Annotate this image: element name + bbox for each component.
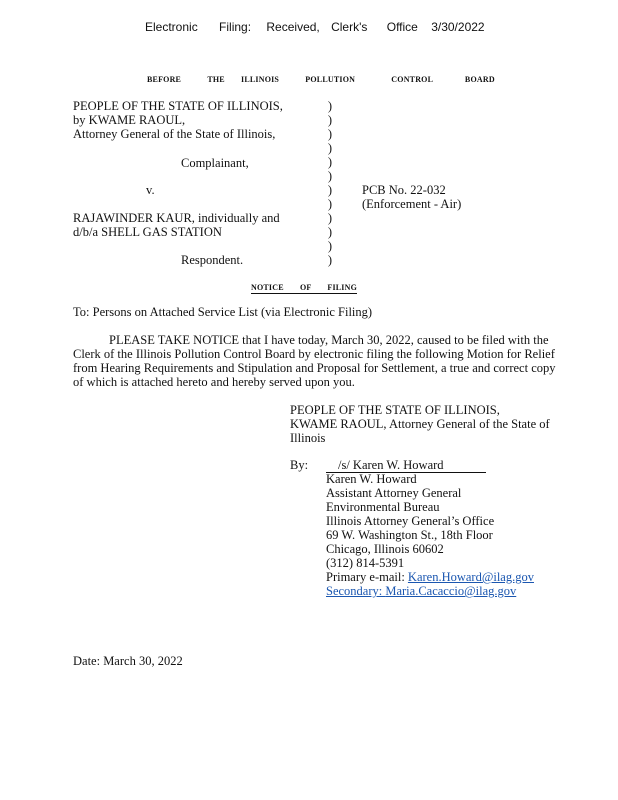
primary-email-line bbox=[326, 570, 534, 584]
to-line: To: Persons on Attached Service List (via Electronic Filing) bbox=[73, 305, 373, 319]
filing-stamp bbox=[145, 20, 485, 34]
notice-title: NOTICE OF FILING bbox=[251, 283, 358, 292]
signature-party-3: Illinois bbox=[290, 431, 326, 445]
caption-paren: ) bbox=[327, 169, 333, 183]
caption-paren: ) bbox=[327, 155, 333, 169]
caption-paren: ) bbox=[327, 127, 333, 141]
attorney-office: Illinois Attorney General’s Office bbox=[326, 514, 495, 528]
signature-party-1: PEOPLE OF THE STATE OF ILLINOIS, bbox=[290, 403, 500, 417]
date-line: Date: March 30, 2022 bbox=[73, 654, 183, 668]
primary-email-label: Primary e-mail: bbox=[326, 570, 408, 584]
board-board: BOARD bbox=[464, 75, 495, 84]
stamp-date: 3/30/2022 bbox=[431, 20, 485, 34]
body-line-1: PLEASE TAKE NOTICE that I have today, March 30, 2022, caused to be filed with the bbox=[109, 333, 549, 347]
attorney-bureau: Environmental Bureau bbox=[326, 500, 440, 514]
stamp-electronic: Electronic bbox=[145, 20, 198, 34]
attorney-name: Karen W. Howard bbox=[326, 472, 417, 486]
body-line-4: of which is attached hereto and hereby served upon you. bbox=[73, 375, 355, 389]
by-label: By: bbox=[290, 458, 309, 472]
versus-label: v. bbox=[146, 183, 155, 197]
case-type: (Enforcement - Air) bbox=[362, 197, 462, 211]
signature-line bbox=[326, 458, 486, 473]
caption-paren: ) bbox=[327, 197, 333, 211]
primary-email-link[interactable]: Karen.Howard@ilag.gov bbox=[407, 570, 534, 584]
respondent-line-1: RAJAWINDER KAUR, individually and bbox=[73, 211, 280, 225]
body-line-2: Clerk of the Illinois Pollution Control Board by electronic filing the following Motion for Relief bbox=[73, 347, 555, 361]
secondary-email-line[interactable] bbox=[326, 584, 516, 598]
attorney-city: Chicago, Illinois 60602 bbox=[326, 542, 444, 556]
caption-paren: ) bbox=[327, 113, 333, 127]
plaintiff-line-3: Attorney General of the State of Illinois, bbox=[73, 127, 276, 141]
attorney-phone: (312) 814-5391 bbox=[326, 556, 405, 570]
caption-paren: ) bbox=[327, 141, 333, 155]
board-before: BEFORE bbox=[147, 75, 182, 84]
caption-paren: ) bbox=[327, 225, 333, 239]
body-line-3: from Hearing Requirements and Stipulation and Proposal for Settlement, a true and correct copy bbox=[73, 361, 556, 375]
respondent-line-2: d/b/a SHELL GAS STATION bbox=[73, 225, 222, 239]
signature-party-2: KWAME RAOUL, Attorney General of the State of bbox=[290, 417, 550, 431]
caption-paren: ) bbox=[327, 99, 333, 113]
stamp-office: Office bbox=[386, 20, 418, 34]
complainant-label: Complainant, bbox=[181, 156, 249, 170]
caption-paren: ) bbox=[327, 253, 333, 267]
respondent-label: Respondent. bbox=[181, 253, 244, 267]
board-the: THE bbox=[207, 75, 225, 84]
board-pollution: POLLUTION bbox=[305, 75, 356, 84]
attorney-street: 69 W. Washington St., 18th Floor bbox=[326, 528, 493, 542]
secondary-email-link[interactable]: Maria.Cacaccio@ilag.gov bbox=[385, 584, 517, 598]
board-state: ILLINOIS bbox=[241, 75, 280, 84]
plaintiff-line-1: PEOPLE OF THE STATE OF ILLINOIS, bbox=[73, 99, 283, 113]
secondary-email-label: Secondary: bbox=[326, 584, 386, 598]
stamp-filing: Filing: bbox=[219, 20, 252, 34]
caption-paren: ) bbox=[327, 239, 333, 253]
caption-paren: ) bbox=[327, 183, 333, 197]
attorney-title: Assistant Attorney General bbox=[326, 486, 462, 500]
signed-name: /s/ Karen W. Howard bbox=[338, 458, 444, 472]
caption-paren: ) bbox=[327, 211, 333, 225]
stamp-received: Received, Clerk's bbox=[266, 20, 368, 34]
board-control: CONTROL bbox=[391, 75, 433, 84]
board-heading bbox=[147, 75, 495, 84]
case-number: PCB No. 22-032 bbox=[362, 183, 446, 197]
plaintiff-line-2: by KWAME RAOUL, bbox=[73, 113, 186, 127]
